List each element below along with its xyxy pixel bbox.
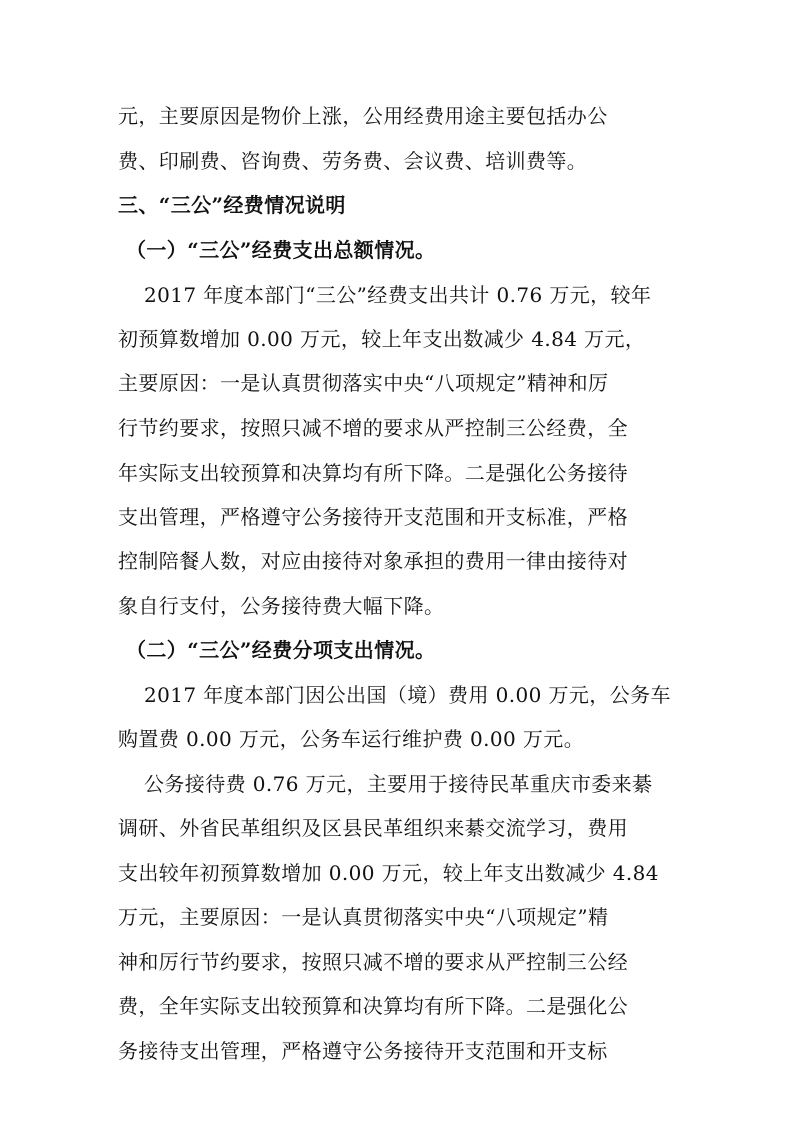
section-heading: 三、“三公”经费情况说明 <box>118 193 346 217</box>
body-text-line: 控制陪餐人数，对应由接待对象承担的费用一律由接待对 <box>118 549 628 573</box>
body-text-line: 2017 年度本部门“三公”经费支出共计 0.76 万元，较年 <box>144 283 652 307</box>
body-text-line: 主要原因：一是认真贯彻落实中央“八项规定”精神和厉 <box>118 371 609 395</box>
body-text-line: 年实际支出较预算和决算均有所下降。二是强化公务接待 <box>118 461 628 485</box>
body-text-line: 调研、外省民革组织及区县民革组织来綦交流学习，费用 <box>118 816 628 840</box>
body-text-line: 支出管理，严格遵守公务接待开支范围和开支标准，严格 <box>118 505 628 529</box>
body-text-line: 购置费 0.00 万元，公务车运行维护费 0.00 万元。 <box>118 727 585 751</box>
body-text-line: 公务接待费 0.76 万元，主要用于接待民革重庆市委来綦 <box>144 772 653 796</box>
subsection-heading: （二）“三公”经费分项支出情况。 <box>126 638 436 662</box>
body-text-line: 2017 年度本部门因公出国（境）费用 0.00 万元，公务车 <box>144 683 671 707</box>
body-text-line: 元，主要原因是物价上涨，公用经费用途主要包括办公 <box>118 104 608 128</box>
body-text-line: 象自行支付，公务接待费大幅下降。 <box>118 594 445 618</box>
body-text-line: 费，全年实际支出较预算和决算均有所下降。二是强化公 <box>118 994 628 1018</box>
body-text-line: 务接待支出管理，严格遵守公务接待开支范围和开支标 <box>118 1039 608 1063</box>
body-text-line: 万元，主要原因：一是认真贯彻落实中央“八项规定”精 <box>118 905 609 929</box>
body-text-line: 初预算数增加 0.00 万元，较上年支出数减少 4.84 万元， <box>118 327 646 351</box>
body-text-line: 神和厉行节约要求，按照只减不增的要求从严控制三公经 <box>118 950 628 974</box>
body-text-line: 支出较年初预算数增加 0.00 万元，较上年支出数减少 4.84 <box>118 861 659 885</box>
body-text-line: 行节约要求，按照只减不增的要求从严控制三公经费，全 <box>118 416 628 440</box>
subsection-heading: （一）“三公”经费支出总额情况。 <box>126 238 436 262</box>
body-text-line: 费、印刷费、咨询费、劳务费、会议费、培训费等。 <box>118 149 588 173</box>
